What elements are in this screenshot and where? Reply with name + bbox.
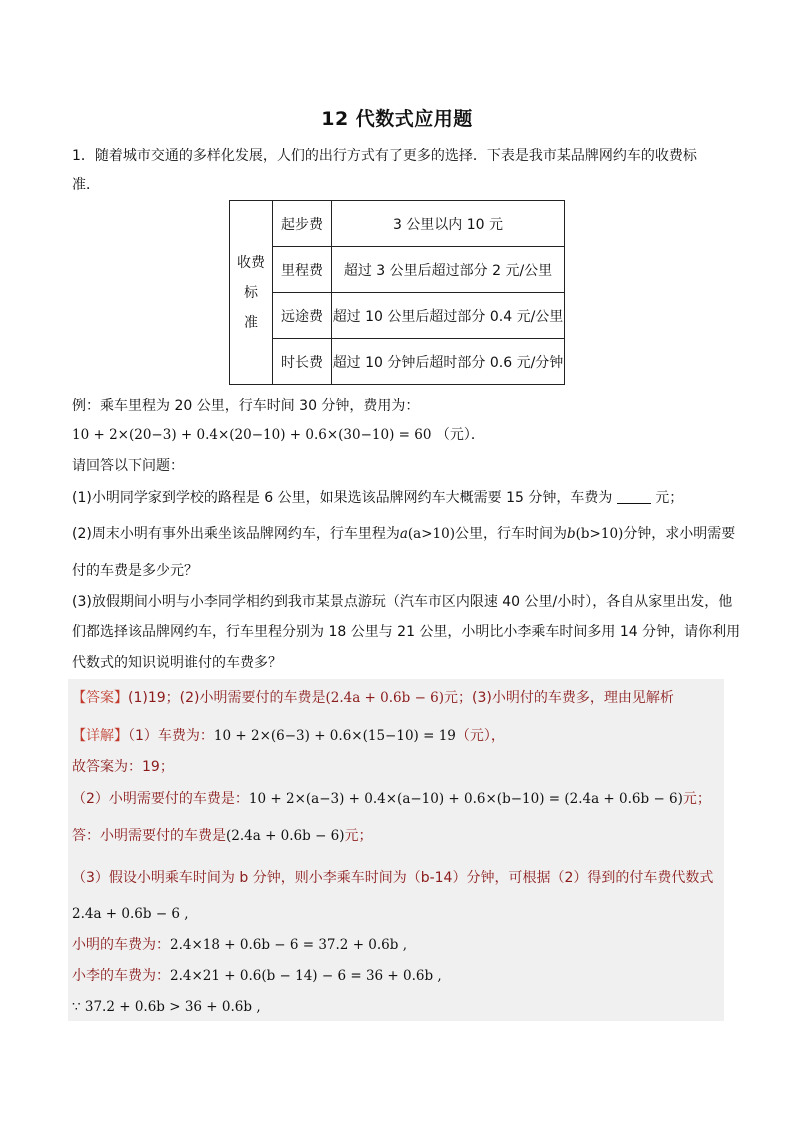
detail-line-8 <box>72 966 442 986</box>
detail-text: 小李的车费为： <box>72 968 170 984</box>
detail-label: 【详解】 <box>72 728 128 744</box>
fee-row-name: 时长费 <box>273 339 332 385</box>
detail-line-5: （3）假设小明乘车时间为 b 分钟，则小李乘车时间为（b-14）分钟，可根据（2）得到的付车费代数式 <box>72 870 714 886</box>
page-title: 12 代数式应用题 <box>321 108 473 130</box>
question-2-text-c: 分钟，求小明需要 <box>623 526 736 542</box>
detail-line-7 <box>72 935 407 955</box>
detail-line-1 <box>72 726 505 746</box>
question-2-line-2: 付的车费是多少元？ <box>72 563 198 579</box>
detail-formula: 2.4×21 + 0.6(b − 14) − 6 = 36 + 0.6b , <box>170 968 442 984</box>
fee-table <box>229 200 565 385</box>
detail-formula: 10 + 2×(6−3) + 0.6×(15−10) = 19 <box>213 728 456 744</box>
detail-formula: 10 + 2×(a−3) + 0.4×(a−10) + 0.6×(b−10) = (2.4a + 0.6b − 6) <box>248 791 683 807</box>
intro-line-2: 准． <box>72 177 100 193</box>
example-formula: 10 + 2×(20−3) + 0.4×(20−10) + 0.6×(30−10) = 60 <box>72 427 432 443</box>
question-3-line-2: 们都选择该品牌网约车，行车里程分别为 18 公里与 21 公里，小明比小李乘车时间多用 14 分钟，请你利用 <box>72 624 741 640</box>
question-2-text-b: 公里，行车时间为 <box>454 526 567 542</box>
question-2-line-1 <box>72 524 735 544</box>
detail-text: 小明的车费为： <box>72 937 170 953</box>
question-3-line-1: (3)放假期间小明与小李同学相约到我市某景点游玩（汽车市区内限速 40 公里/小时），各自从家里出发，他 <box>72 594 733 610</box>
detail-line-2: 故答案为：19； <box>72 759 174 775</box>
question-1-text: (1)小明同学家到学校的路程是 6 公里，如果选该品牌网约车大概需要 15 分钟，车费为 <box>72 490 613 506</box>
question-3-line-3: 代数式的知识说明谁付的车费多？ <box>72 655 282 671</box>
question-2-var-b: b <box>566 526 576 542</box>
detail-text: （2）小明需要付的车费是： <box>72 791 249 807</box>
example-unit: （元）． <box>435 427 485 443</box>
detail-formula: (2.4a + 0.6b − 6) <box>226 828 345 844</box>
intro-line-1: 1．随着城市交通的多样化发展，人们的出行方式有了更多的选择．下表是我市某品牌网约车的收费标 <box>72 148 697 164</box>
answer-text-a: (1)19；(2)小明需要付的车费是 <box>128 690 326 706</box>
question-2-cond-b: (b>10) <box>575 526 624 542</box>
example-line: 例：乘车里程为 20 公里，行车时间 30 分钟，费用为： <box>72 398 420 414</box>
question-1 <box>72 488 683 508</box>
fee-row-name: 里程费 <box>273 247 332 293</box>
fee-table-header-1: 收费 <box>237 254 265 271</box>
detail-formula: ∵ 37.2 + 0.6b > 36 + 0.6b , <box>72 999 261 1015</box>
answer-blank <box>617 489 651 504</box>
question-prompt: 请回答以下问题： <box>72 458 184 474</box>
fee-row-name: 起步费 <box>273 201 332 247</box>
detail-text: 元； <box>344 828 373 844</box>
answer-expr: (2.4a + 0.6b − 6) <box>325 690 445 706</box>
example-formula-line <box>72 425 485 445</box>
answer-label: 【答案】 <box>72 690 128 706</box>
fee-row-desc: 超过 3 公里后超过部分 2 元/公里 <box>332 247 565 293</box>
fee-table-header-3: 准 <box>244 314 258 331</box>
detail-text: 元； <box>682 791 711 807</box>
fee-table-header <box>230 201 273 385</box>
question-2-text-a: (2)周末小明有事外出乘坐该品牌网约车，行车里程为 <box>72 526 400 542</box>
detail-text: （1）车费为： <box>128 728 214 744</box>
detail-line-3 <box>72 789 711 809</box>
fee-row-desc: 3 公里以内 10 元 <box>332 201 565 247</box>
fee-row-name: 远途费 <box>273 293 332 339</box>
answer-text-b: 元；(3)小明付的车费多，理由见解析 <box>444 690 674 706</box>
detail-formula: 2.4a + 0.6b − 6 , <box>72 906 189 922</box>
fee-row-desc: 超过 10 公里后超过部分 0.4 元/公里 <box>332 293 565 339</box>
fee-table-header-2: 标 <box>244 284 258 301</box>
detail-line-6 <box>72 904 189 924</box>
answer-line <box>72 688 674 708</box>
fee-row-desc: 超过 10 分钟后超时部分 0.6 元/分钟 <box>332 339 565 385</box>
question-2-var-a: a <box>399 526 408 542</box>
question-2-cond-a: (a>10) <box>407 526 455 542</box>
detail-text: （元）， <box>455 728 505 744</box>
detail-line-4 <box>72 826 373 846</box>
detail-formula: 2.4×18 + 0.6b − 6 = 37.2 + 0.6b , <box>170 937 407 953</box>
detail-line-9 <box>72 997 261 1017</box>
detail-text: 答：小明需要付的车费是 <box>72 828 226 844</box>
question-1-tail: 元； <box>655 490 684 506</box>
